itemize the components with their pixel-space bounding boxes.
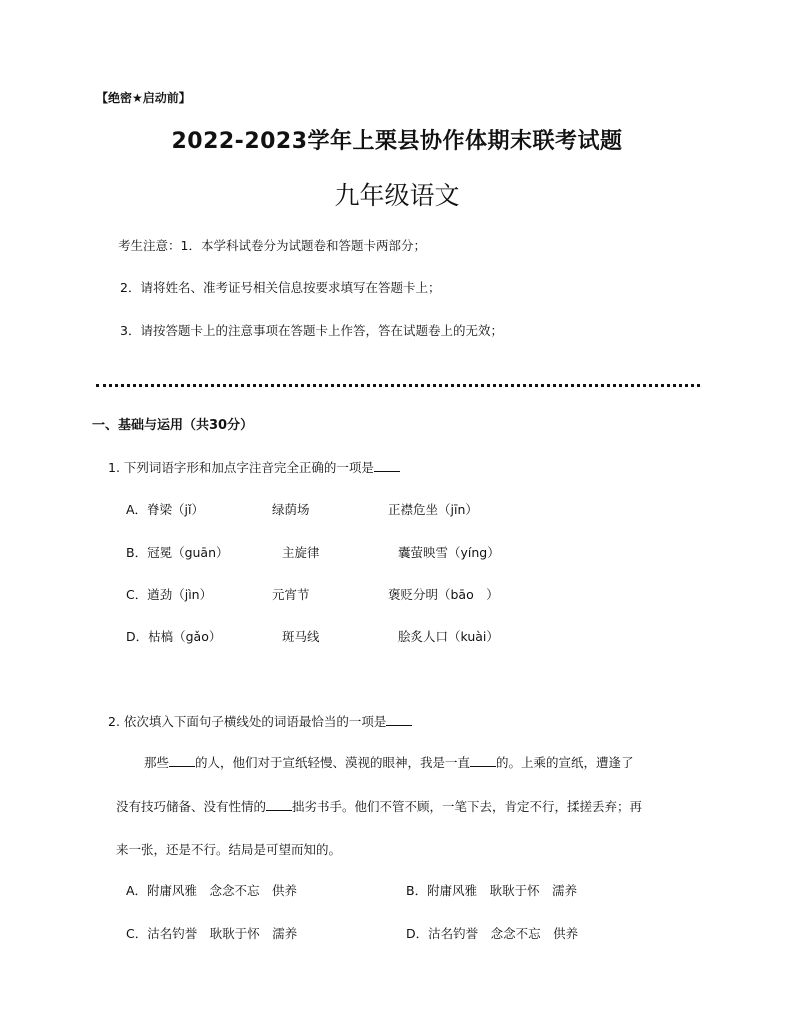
q1-option-d-2: 斑马线 [282, 629, 320, 644]
exam-subtitle: 九年级语文 [334, 181, 460, 210]
q1-option-b-2: 主旋律 [282, 545, 320, 560]
confidential-mark: 【绝密★启动前】 [96, 91, 191, 105]
passage-text: 的人，他们对于宣纸轻慢、漠视的眼神，我是一直 [195, 755, 471, 770]
question-2-stem [108, 712, 412, 730]
q1-option-c-2: 元宵节 [272, 587, 310, 602]
fill-blank-1 [169, 755, 195, 767]
q1-option-a-2: 绿荫场 [272, 502, 310, 517]
note-2: 2．请将姓名、准考证号相关信息按要求填写在答题卡上； [120, 280, 441, 295]
note-1: 考生注意：1．本学科试卷分为试题卷和答题卡两部分； [118, 238, 426, 253]
q1-option-a-3: 正襟危坐（jīn） [388, 502, 478, 517]
q1-option-b-1: B．冠冕（guān） [126, 545, 229, 560]
note-3: 3．请按答题卡上的注意事项在答题卡上作答，答在试题卷上的无效； [120, 323, 503, 338]
answer-blank [386, 714, 412, 726]
question-2-text: 2. 依次填入下面句子横线处的词语最恰当的一项是 [108, 714, 387, 729]
section-title: 一、基础与运用（共30分） [92, 418, 254, 433]
q1-option-b-3: 囊萤映雪（yíng） [398, 545, 500, 560]
passage-text: 的。上乘的宣纸，遭逢了 [496, 755, 634, 770]
fill-blank-3 [266, 799, 292, 811]
q1-option-c-1: C．遒劲（jìn） [126, 587, 213, 602]
passage-text: 拙劣书手。他们不管不顾，一笔下去，肯定不行，揉搓丢弃；再 [292, 799, 643, 814]
passage-line-1 [144, 753, 634, 771]
q2-option-d: D．沽名钓誉 念念不忘 供养 [406, 926, 579, 941]
question-1-stem [108, 458, 400, 476]
dotted-divider [96, 384, 700, 387]
question-1-text: 1. 下列词语字形和加点字注音完全正确的一项是 [108, 460, 374, 475]
passage-text: 那些 [144, 755, 170, 770]
fill-blank-2 [470, 755, 496, 767]
passage-line-3: 来一张，还是不行。结局是可望而知的。 [116, 842, 342, 857]
exam-title: 2022-2023学年上栗县协作体期末联考试题 [171, 129, 623, 154]
q1-option-c-3: 褒贬分明（bāo ） [388, 587, 499, 602]
answer-blank [374, 460, 400, 472]
q2-option-c: C．沽名钓誉 耿耿于怀 濡养 [126, 926, 298, 941]
q1-option-d-1: D．枯槁（gǎo） [126, 629, 222, 644]
passage-line-2 [116, 797, 642, 815]
q1-option-d-3: 脍炙人口（kuài） [398, 629, 499, 644]
passage-text: 没有技巧储备、没有性情的 [116, 799, 267, 814]
q2-option-b: B．附庸风雅 耿耿于怀 濡养 [406, 883, 578, 898]
q1-option-a-1: A．脊梁（jǐ） [126, 502, 204, 517]
q2-option-a: A．附庸风雅 念念不忘 供养 [126, 883, 298, 898]
